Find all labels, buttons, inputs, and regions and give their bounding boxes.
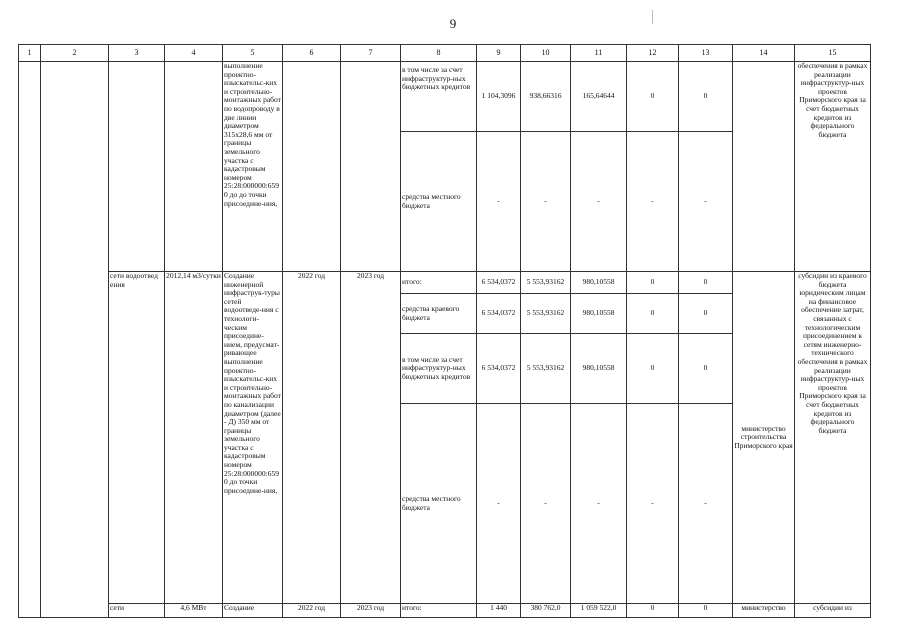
amount-cell: 0 bbox=[627, 62, 679, 132]
end-year-cell: 2023 год bbox=[341, 604, 401, 618]
amount-total-cell: 6 534,0372 bbox=[477, 294, 521, 334]
header-cell: 10 bbox=[521, 45, 571, 62]
cell-col7 bbox=[341, 62, 401, 272]
header-cell: 4 bbox=[165, 45, 223, 62]
amount-total-cell: - bbox=[477, 132, 521, 272]
capacity-cell: 4,6 МВт bbox=[165, 604, 223, 618]
header-cell: 8 bbox=[401, 45, 477, 62]
amount-total-cell: 6 534,0372 bbox=[477, 272, 521, 294]
amount-cell: 980,10558 bbox=[571, 334, 627, 404]
amount-cell: 0 bbox=[679, 62, 733, 132]
header-cell: 3 bbox=[109, 45, 165, 62]
cell-col1 bbox=[19, 62, 41, 618]
table-header-row bbox=[19, 45, 871, 62]
amount-cell: - bbox=[571, 404, 627, 604]
table-row bbox=[19, 604, 871, 618]
funding-source-cell: в том числе за счет инфраструктур-ных бюджетных кредитов bbox=[401, 334, 477, 404]
header-cell: 2 bbox=[41, 45, 109, 62]
header-cell: 12 bbox=[627, 45, 679, 62]
funding-source-cell: средства краевого бюджета bbox=[401, 294, 477, 334]
work-description-cell: Создание инженерной инфраструк-туры сетей водоотведе-ния с технологи-ческим присоедине-нием, предусмат-ривающее выполнение проектно-изыскательс-ких и строительно-монтажных работ по канализации диаметром (далее - Д) 350 мм от границы земельного участка с кадастровым номером 25:28:000000:6590 до точки присоедине-ния, bbox=[223, 272, 283, 604]
funding-source-cell: итого: bbox=[401, 604, 477, 618]
amount-cell: 938,66316 bbox=[521, 62, 571, 132]
amount-total-cell: 1 440 bbox=[477, 604, 521, 618]
amount-cell: 0 bbox=[627, 334, 679, 404]
amount-cell: - bbox=[627, 404, 679, 604]
amount-cell: - bbox=[571, 132, 627, 272]
header-cell: 15 bbox=[795, 45, 871, 62]
funding-source-cell: средства местного бюджета bbox=[401, 404, 477, 604]
cell-col3 bbox=[109, 62, 165, 272]
funding-source-cell: в том числе за счет инфраструктур-ных бюджетных кредитов bbox=[401, 62, 477, 132]
amount-cell: 165,64644 bbox=[571, 62, 627, 132]
amount-cell: 0 bbox=[679, 604, 733, 618]
amount-cell: 0 bbox=[627, 294, 679, 334]
amount-cell: 980,10558 bbox=[571, 272, 627, 294]
header-cell: 13 bbox=[679, 45, 733, 62]
purpose-cell: субсидии из bbox=[795, 604, 871, 618]
purpose-cell: обеспечения в рамках реализации инфраструктур-ных проектов Приморского края за счет бюджетных кредитов из федерального бюджета bbox=[795, 62, 871, 272]
object-name-cell: сети водоотвед ения bbox=[109, 272, 165, 604]
amount-cell: 5 553,93162 bbox=[521, 294, 571, 334]
page-number: 9 bbox=[449, 16, 457, 31]
funding-source-cell: итого: bbox=[401, 272, 477, 294]
scan-mark bbox=[652, 10, 653, 24]
amount-cell: 0 bbox=[679, 334, 733, 404]
ministry-cell: министерство строительства Приморского края bbox=[733, 272, 795, 604]
header-cell: 7 bbox=[341, 45, 401, 62]
amount-cell: 1 059 522,0 bbox=[571, 604, 627, 618]
amount-cell: - bbox=[679, 404, 733, 604]
header-cell: 11 bbox=[571, 45, 627, 62]
purpose-cell: субсидии из краевого бюджета юридическим лицам на финансовое обеспечение затрат, связанных с технологическим присоединением к сетям инженерно-технического обеспечения в рамках реализации инфраструктур-ных проектов Приморского края за счет бюджетных кредитов из федерального бюджета bbox=[795, 272, 871, 604]
amount-total-cell: 1 104,3096 bbox=[477, 62, 521, 132]
amount-cell: 0 bbox=[679, 294, 733, 334]
amount-cell: 380 762,0 bbox=[521, 604, 571, 618]
amount-cell: - bbox=[521, 404, 571, 604]
header-cell: 5 bbox=[223, 45, 283, 62]
header-cell: 6 bbox=[283, 45, 341, 62]
amount-cell: - bbox=[521, 132, 571, 272]
object-name-cell: сети bbox=[109, 604, 165, 618]
amount-total-cell: 6 534,0372 bbox=[477, 334, 521, 404]
cell-col14 bbox=[733, 62, 795, 272]
amount-cell: 5 553,93162 bbox=[521, 272, 571, 294]
table-row bbox=[19, 272, 871, 294]
end-year-cell: 2023 год bbox=[341, 272, 401, 604]
table-row bbox=[19, 62, 871, 132]
start-year-cell: 2022 год bbox=[283, 604, 341, 618]
funding-source-cell: средства местного бюджета bbox=[401, 132, 477, 272]
work-description-cell: выполнение проектно-изыскательс-ких и строительно-монтажных работ по водопроводу в две линии диаметром 315х28,6 мм от границы земельного участка с кадастровым номером 25:28:000000:6590 до до точки присоедине-ния, bbox=[223, 62, 283, 272]
amount-cell: 980,10558 bbox=[571, 294, 627, 334]
header-cell: 14 bbox=[733, 45, 795, 62]
capacity-cell: 2012,14 м3/сутки bbox=[165, 272, 223, 604]
amount-cell: 0 bbox=[627, 272, 679, 294]
header-cell: 1 bbox=[19, 45, 41, 62]
amount-cell: 0 bbox=[627, 604, 679, 618]
amount-cell: - bbox=[627, 132, 679, 272]
cell-col4 bbox=[165, 62, 223, 272]
cell-col2 bbox=[41, 62, 109, 618]
ministry-cell: министерство bbox=[733, 604, 795, 618]
work-description-cell: Создание bbox=[223, 604, 283, 618]
amount-cell: - bbox=[679, 132, 733, 272]
amount-total-cell: - bbox=[477, 404, 521, 604]
cell-col6 bbox=[283, 62, 341, 272]
amount-cell: 0 bbox=[679, 272, 733, 294]
header-cell: 9 bbox=[477, 45, 521, 62]
start-year-cell: 2022 год bbox=[283, 272, 341, 604]
amount-cell: 5 553,93162 bbox=[521, 334, 571, 404]
budget-table bbox=[18, 44, 871, 618]
